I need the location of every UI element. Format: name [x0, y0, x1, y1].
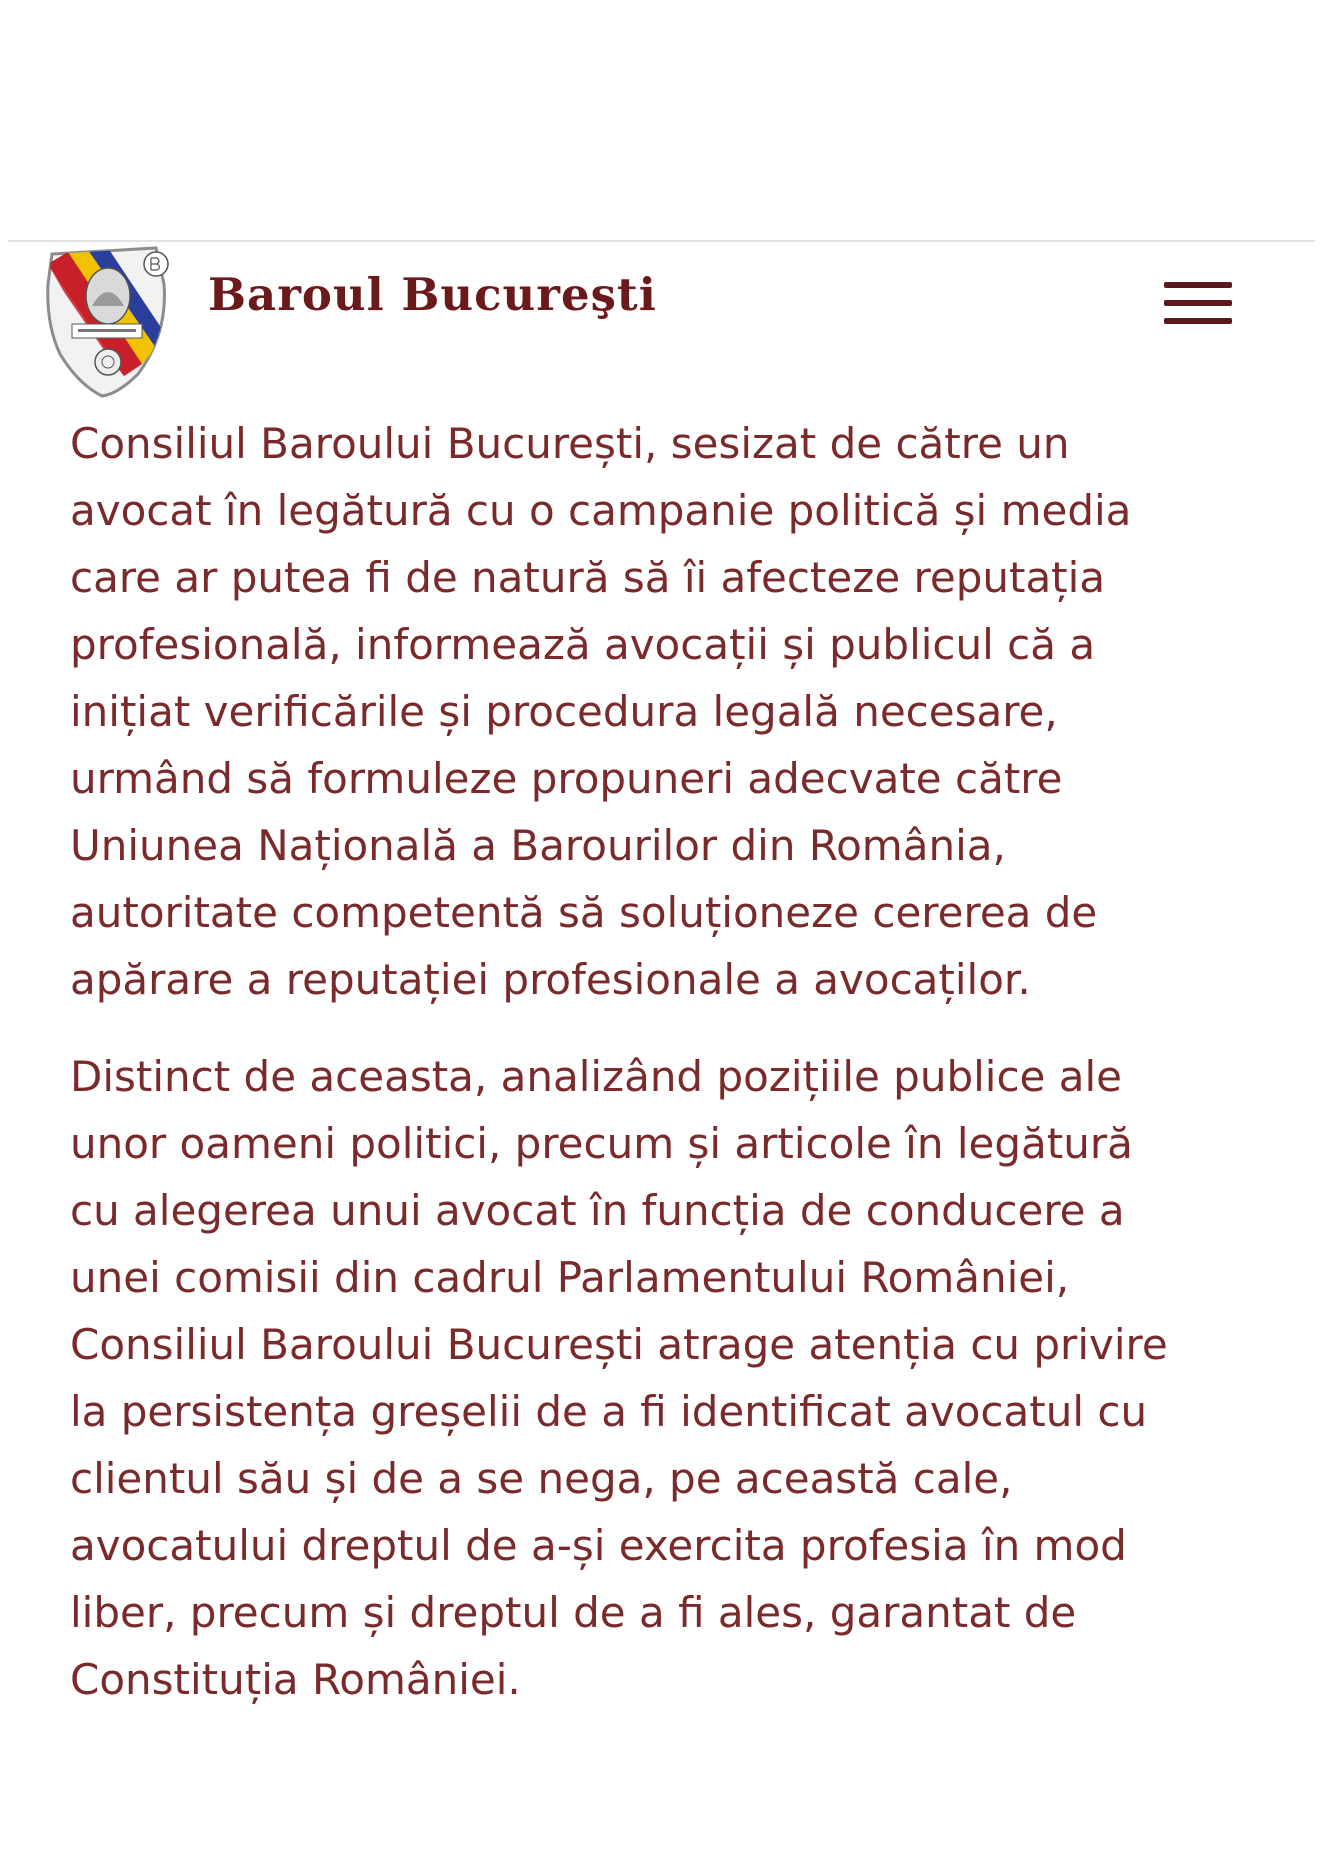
paragraph-2-line: avocatului dreptul de a-și exercita profesia în mod — [70, 1521, 1127, 1570]
statement-article — [70, 410, 1260, 1713]
menu-bar-middle — [1164, 300, 1232, 306]
paragraph-1-line: inițiat verificările și procedura legală necesare, — [70, 687, 1058, 736]
paragraph-2-line: clientul său și de a se nega, pe această cale, — [70, 1454, 1013, 1503]
hamburger-menu-icon[interactable] — [1164, 280, 1234, 328]
bar-association-crest-icon[interactable] — [38, 244, 178, 400]
header-divider — [8, 240, 1315, 242]
paragraph-1-line: autoritate competentă să soluționeze cererea de — [70, 888, 1098, 937]
paragraph-1-line: apărare a reputației profesionale a avocaților. — [70, 955, 1031, 1004]
paragraph-1-line: care ar putea fi de natură să îi afecteze reputația — [70, 553, 1106, 602]
paragraph-1-line: urmând să formuleze propuneri adecvate către — [70, 754, 1063, 803]
paragraph-2-line: liber, precum și dreptul de a fi ales, garantat de — [70, 1588, 1077, 1637]
paragraph-2-line: Consiliul Baroului București atrage atenția cu privire — [70, 1320, 1168, 1369]
paragraph-1-line: profesională, informează avocații și publicul că a — [70, 620, 1096, 669]
paragraph-2-line: unor oameni politici, precum și articole în legătură — [70, 1119, 1133, 1168]
paragraph-2-line: la persistența greșelii de a fi identificat avocatul cu — [70, 1387, 1148, 1436]
paragraph-2-line: Distinct de aceasta, analizând pozițiile publice ale — [70, 1052, 1122, 1101]
menu-bar-bottom — [1164, 318, 1232, 324]
paragraph-spacer — [70, 1013, 1260, 1043]
site-title[interactable]: Baroul Bucureşti — [208, 268, 657, 321]
paragraph-1-line: Consiliul Baroului București, sesizat de către un — [70, 419, 1070, 468]
paragraph-1-line: Uniunea Națională a Barourilor din România, — [70, 821, 1006, 870]
paragraph-2-line: Constituția României. — [70, 1655, 521, 1704]
menu-bar-top — [1164, 282, 1232, 288]
paragraph-2-line: unei comisii din cadrul Parlamentului României, — [70, 1253, 1070, 1302]
paragraph-1-line: avocat în legătură cu o campanie politică și media — [70, 486, 1132, 535]
paragraph-2-line: cu alegerea unui avocat în funcția de conducere a — [70, 1186, 1125, 1235]
